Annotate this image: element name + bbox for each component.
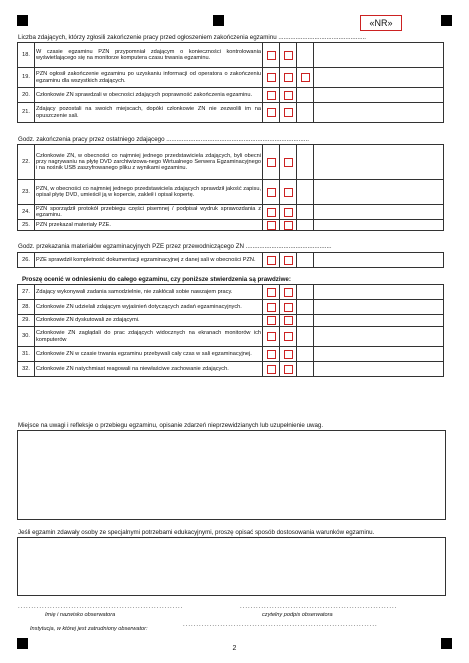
item-number: 23. bbox=[18, 180, 35, 205]
item-text: Członkowie ZN dyskutowali ze zdającymi. bbox=[35, 315, 263, 327]
item-checkbox[interactable] bbox=[267, 73, 276, 82]
checklist-row bbox=[18, 180, 444, 205]
item-number: 22. bbox=[18, 145, 35, 180]
registration-mark-top-right bbox=[441, 15, 452, 26]
item-checkbox[interactable] bbox=[284, 288, 293, 297]
checklist-row bbox=[18, 43, 444, 68]
checklist-table-2 bbox=[17, 144, 444, 231]
item-text: PZE sprawdził kompletność dokumentacji egzaminacyjnej z danej sali w obecności PZN. bbox=[35, 253, 263, 268]
checklist-row bbox=[18, 68, 444, 88]
item-blank-cell bbox=[314, 205, 444, 220]
item-blank-cell bbox=[314, 103, 444, 123]
item-number: 29. bbox=[18, 315, 35, 327]
item-text: Zdający pozostali na swoich miejscach, dopóki członkowie ZN nie zezwolili im na opuszczenie sali. bbox=[35, 103, 263, 123]
item-checkbox[interactable] bbox=[267, 365, 276, 374]
checklist-row bbox=[18, 103, 444, 123]
heading-transfer-time: Godz. przekazania materiałów egzaminacyjnych PZE przez przewodniczącego ZN .................................................. bbox=[18, 243, 332, 250]
checklist-row bbox=[18, 300, 444, 315]
item-text: PZN sporządził protokół przebiegu części pisemnej / podpisał wydruk sprawozdania z egzaminu. bbox=[36, 205, 261, 218]
item-number: 24. bbox=[18, 205, 35, 220]
item-checkbox[interactable] bbox=[284, 91, 293, 100]
item-checkbox[interactable] bbox=[267, 188, 276, 197]
item-number: 27. bbox=[18, 285, 35, 300]
item-number: 30. bbox=[18, 327, 35, 347]
item-blank-cell bbox=[314, 145, 444, 180]
heading-last-finish-time: Godz. zakończenia pracy przez ostatniego zdającego ................................................................................... bbox=[18, 136, 309, 143]
item-checkbox[interactable] bbox=[284, 188, 293, 197]
item-checkbox[interactable] bbox=[267, 221, 276, 230]
item-checkbox[interactable] bbox=[267, 350, 276, 359]
checklist-row bbox=[18, 205, 444, 220]
item-checkbox[interactable] bbox=[267, 303, 276, 312]
item-blank-cell bbox=[314, 68, 444, 88]
item-checkbox[interactable] bbox=[284, 51, 293, 60]
item-number: 20. bbox=[18, 88, 35, 103]
special-needs-field[interactable] bbox=[17, 537, 446, 596]
item-checkbox[interactable] bbox=[284, 208, 293, 217]
item-blank-cell bbox=[314, 88, 444, 103]
item-checkbox[interactable] bbox=[267, 158, 276, 167]
observer-name-caption: Imię i nazwisko obserwatora bbox=[45, 612, 116, 618]
observer-institution-caption: Instytucja, w której jest zatrudniony obserwator: bbox=[30, 626, 148, 632]
item-number: 31. bbox=[18, 347, 35, 362]
item-checkbox[interactable] bbox=[284, 221, 293, 230]
checklist-row bbox=[18, 220, 444, 231]
item-blank-cell bbox=[314, 300, 444, 315]
item-checkbox[interactable] bbox=[267, 316, 276, 325]
registration-mark-top-center bbox=[213, 15, 224, 26]
checklist-row bbox=[18, 285, 444, 300]
item-text: Członkowie ZN, w obecności co najmniej jednego przedstawiciela zdających, byli obecni przy nagrywaniu na płytę DVD zarchiwizowa-nego Wirtualnego Serwera Egzaminacyjnego i na nośnik USB zaszyfrowanego pliku z wynikami egzaminu. bbox=[35, 145, 263, 180]
notes-field[interactable] bbox=[17, 430, 446, 520]
item-checkbox[interactable] bbox=[284, 73, 293, 82]
checklist-row bbox=[18, 362, 444, 377]
item-text: PZN, w obecności co najmniej jednego przedstawiciela zdających sprawdził jakość zapisu, opisał płytę DVD, umieścił ją w kopercie, zakleił i opisał kopertę. bbox=[35, 180, 263, 205]
item-text: PZN ogłosił zakończenie egzaminu po uzyskaniu informacji od operatora o zakończeniu egzaminu dla wszystkich zdających. bbox=[35, 68, 263, 88]
item-text: Zdający wykonywali zadania samodzielnie, nie zakłócali sobie nawzajem pracy. bbox=[35, 285, 263, 300]
observer-name-line[interactable]: .............................................................. bbox=[18, 604, 184, 610]
observer-signature-caption: czytelny podpis obserwatora bbox=[262, 612, 333, 618]
item-text: Członkowie ZN zaglądali do prac zdających widocznych na ekranach monitorów ich komputerów bbox=[35, 327, 263, 347]
item-number: 26. bbox=[18, 253, 35, 268]
item-checkbox[interactable] bbox=[267, 332, 276, 341]
item-checkbox[interactable] bbox=[284, 350, 293, 359]
item-text: Członkowie ZN sprawdzali w obecności zdających poprawność zakończenia egzaminu. bbox=[35, 88, 263, 103]
notes-label: Miejsce na uwagi i refleksje o przebiegu egzaminu, opisanie zdarzeń nieprzewidzianych lub uzupełnienie uwag. bbox=[18, 422, 324, 429]
checklist-row bbox=[18, 253, 444, 268]
item-text: W czasie egzaminu PZN przypomniał zdającym o konieczności kontrolowania wyświetlającego się na monitorze komputera czasu trwania egzaminu. bbox=[35, 43, 263, 68]
page-number: 2 bbox=[232, 645, 237, 652]
item-checkbox[interactable] bbox=[301, 73, 310, 82]
item-blank-cell bbox=[314, 253, 444, 268]
item-checkbox[interactable] bbox=[267, 208, 276, 217]
item-number: 32. bbox=[18, 362, 35, 377]
item-checkbox[interactable] bbox=[284, 365, 293, 374]
item-checkbox[interactable] bbox=[284, 316, 293, 325]
item-number: 18. bbox=[18, 43, 35, 68]
item-blank-cell bbox=[314, 285, 444, 300]
item-checkbox[interactable] bbox=[284, 108, 293, 117]
heading-early-finish-count: Liczba zdających, którzy zgłosili zakończenie pracy przed ogłoszeniem zakończenia egzaminu ................................................... bbox=[18, 34, 367, 41]
item-blank-cell bbox=[314, 180, 444, 205]
item-blank-cell bbox=[314, 362, 444, 377]
nr-badge: «NR» bbox=[360, 15, 402, 31]
checklist-row bbox=[18, 145, 444, 180]
item-checkbox[interactable] bbox=[284, 332, 293, 341]
item-number: 28. bbox=[18, 300, 35, 315]
item-checkbox[interactable] bbox=[284, 158, 293, 167]
item-text: Członkowie ZN natychmiast reagowali na niewłaściwe zachowanie zdających. bbox=[35, 362, 263, 377]
item-checkbox[interactable] bbox=[267, 108, 276, 117]
item-number: 21. bbox=[18, 103, 35, 123]
item-checkbox[interactable] bbox=[284, 256, 293, 265]
item-text: PZN przekazał materiały PZE. bbox=[35, 220, 263, 231]
item-blank-cell bbox=[314, 347, 444, 362]
item-checkbox[interactable] bbox=[284, 303, 293, 312]
special-needs-label: Jeśli egzamin zdawały osoby ze specjalnymi potrzebami edukacyjnymi, proszę opisać sposób dostosowania warunków egzaminu. bbox=[18, 529, 375, 536]
item-number: 25. bbox=[18, 220, 35, 231]
item-text: Członkowie ZN udzielali zdającym wyjaśnień dotyczących zadań egzaminacyjnych. bbox=[35, 300, 263, 315]
checklist-row bbox=[18, 315, 444, 327]
item-text: Członkowie ZN w czasie trwania egzaminu przebywali cały czas w sali egzaminacyjnej. bbox=[35, 347, 263, 362]
registration-mark-top-left bbox=[17, 15, 28, 26]
heading-assessment: Proszę ocenić w odniesieniu do całego egzaminu, czy poniższe stwierdzenia są prawdziwe: bbox=[22, 276, 291, 283]
item-blank-cell bbox=[314, 315, 444, 327]
item-checkbox[interactable] bbox=[267, 51, 276, 60]
checklist-row bbox=[18, 327, 444, 347]
checklist-table-3 bbox=[17, 252, 444, 268]
item-checkbox[interactable] bbox=[267, 288, 276, 297]
checklist-row bbox=[18, 347, 444, 362]
checklist-table-1 bbox=[17, 42, 444, 123]
item-checkbox[interactable] bbox=[267, 91, 276, 100]
checklist-table-4 bbox=[17, 284, 444, 377]
item-number: 19. bbox=[18, 68, 35, 88]
item-checkbox[interactable] bbox=[267, 256, 276, 265]
observer-signature-line[interactable]: ........................................................... bbox=[240, 604, 398, 610]
observer-institution-line[interactable]: ......................................................................... bbox=[183, 622, 378, 628]
item-blank-cell bbox=[314, 43, 444, 68]
item-blank-cell bbox=[314, 220, 444, 231]
checklist-row bbox=[18, 88, 444, 103]
item-blank-cell bbox=[314, 327, 444, 347]
